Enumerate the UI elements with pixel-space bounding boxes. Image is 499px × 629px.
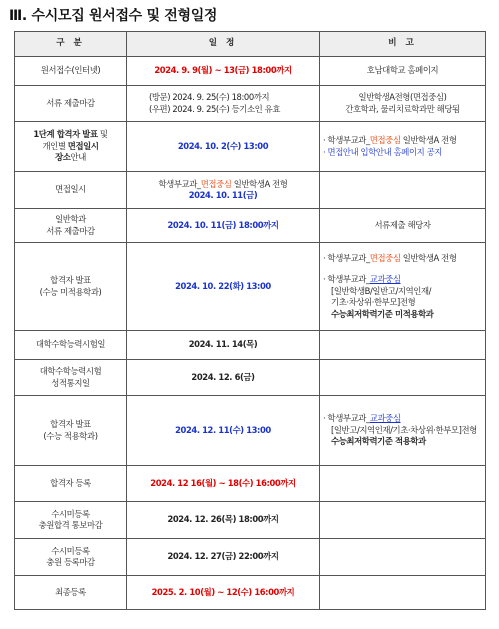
row-label: 수시미등록 충원 등록마감 [15, 539, 127, 576]
row-label: 서류 제출마감 [15, 86, 127, 122]
row-note [320, 360, 486, 396]
row-note [320, 502, 486, 539]
row-schedule: (방문) 2024. 9. 25(수) 18:00까지 (우편) 2024. 9. 25(수) 등기소인 유효 [127, 86, 320, 122]
row-schedule: 2024. 12. 26(목) 18:00까지 [127, 502, 320, 539]
table-row [15, 172, 486, 209]
table-row [15, 466, 486, 502]
row-note [320, 576, 486, 610]
header-category: 구 분 [15, 32, 127, 57]
row-schedule: 2024. 10. 11(금) 18:00까지 [127, 209, 320, 243]
row-note [320, 172, 486, 209]
row-label: 원서접수(인터넷) [15, 57, 127, 86]
row-note: · 학생부교과_교과중심 [일반고/지역인재/기초·차상위·한부모]전형 수능최저학력기준 적용학과 [320, 396, 486, 466]
row-note: 호남대학교 홈페이지 [320, 57, 486, 86]
row-schedule: 2024. 12. 27(금) 22:00까지 [127, 539, 320, 576]
table-row [15, 539, 486, 576]
table-row [15, 396, 486, 466]
row-schedule: 2024. 12. 6(금) [127, 360, 320, 396]
row-schedule: 2024. 12. 11(수) 13:00 [127, 396, 320, 466]
row-note: 서류제출 해당자 [320, 209, 486, 243]
row-label: 수시미등록 충원합격 통보마감 [15, 502, 127, 539]
row-label: 합격자 발표 (수능 미적용학과) [15, 243, 127, 331]
row-label: 합격자 발표 (수능 적용학과) [15, 396, 127, 466]
table-row [15, 122, 486, 172]
page-title: Ⅲ. 수시모집 원서접수 및 전형일정 [9, 8, 218, 24]
table-row [15, 360, 486, 396]
row-note: 일반학생A전형(면접중심) 간호학과, 물리치료학과만 해당됨 [320, 86, 486, 122]
row-label: 합격자 등록 [15, 466, 127, 502]
row-note: · 학생부교과_면접중심 일반학생A 전형 · 학생부교과_교과중심 [일반학생B/일반고/지역인재/ 기초·차상위·한부모]전형 수능최저학력기준 미적용학과 [320, 243, 486, 331]
row-schedule: 2025. 2. 10(월) ~ 12(수) 16:00까지 [127, 576, 320, 610]
table-row [15, 502, 486, 539]
row-label: 면접일시 [15, 172, 127, 209]
row-schedule: 2024. 11. 14(목) [127, 331, 320, 360]
row-schedule: 2024. 9. 9(월) ~ 13(금) 18:00까지 [127, 57, 320, 86]
row-schedule: 2024. 10. 22(화) 13:00 [127, 243, 320, 331]
table-header-row [15, 32, 486, 57]
table-row [15, 86, 486, 122]
row-label: 최종등록 [15, 576, 127, 610]
row-note: · 학생부교과_면접중심 일반학생A 전형 · 면접안내 입학안내 홈페이지 공지 [320, 122, 486, 172]
schedule-table [14, 31, 486, 610]
table-row [15, 209, 486, 243]
row-label: 대학수학능력시험 성적통지일 [15, 360, 127, 396]
row-note [320, 331, 486, 360]
row-label: 1단계 합격자 발표 및 개인별 면접일시 장소안내 [15, 122, 127, 172]
row-label: 일반학과 서류 제출마감 [15, 209, 127, 243]
table-row [15, 243, 486, 331]
table-row [15, 57, 486, 86]
header-note: 비 고 [320, 32, 486, 57]
row-schedule: 학생부교과_면접중심 일반학생A 전형 2024. 10. 11(금) [127, 172, 320, 209]
row-note [320, 539, 486, 576]
row-label: 대학수학능력시험일 [15, 331, 127, 360]
row-schedule: 2024. 12 16(월) ~ 18(수) 16:00까지 [127, 466, 320, 502]
row-note [320, 466, 486, 502]
table-row [15, 576, 486, 610]
row-schedule: 2024. 10. 2(수) 13:00 [127, 122, 320, 172]
header-schedule: 일 정 [127, 32, 320, 57]
table-row [15, 331, 486, 360]
